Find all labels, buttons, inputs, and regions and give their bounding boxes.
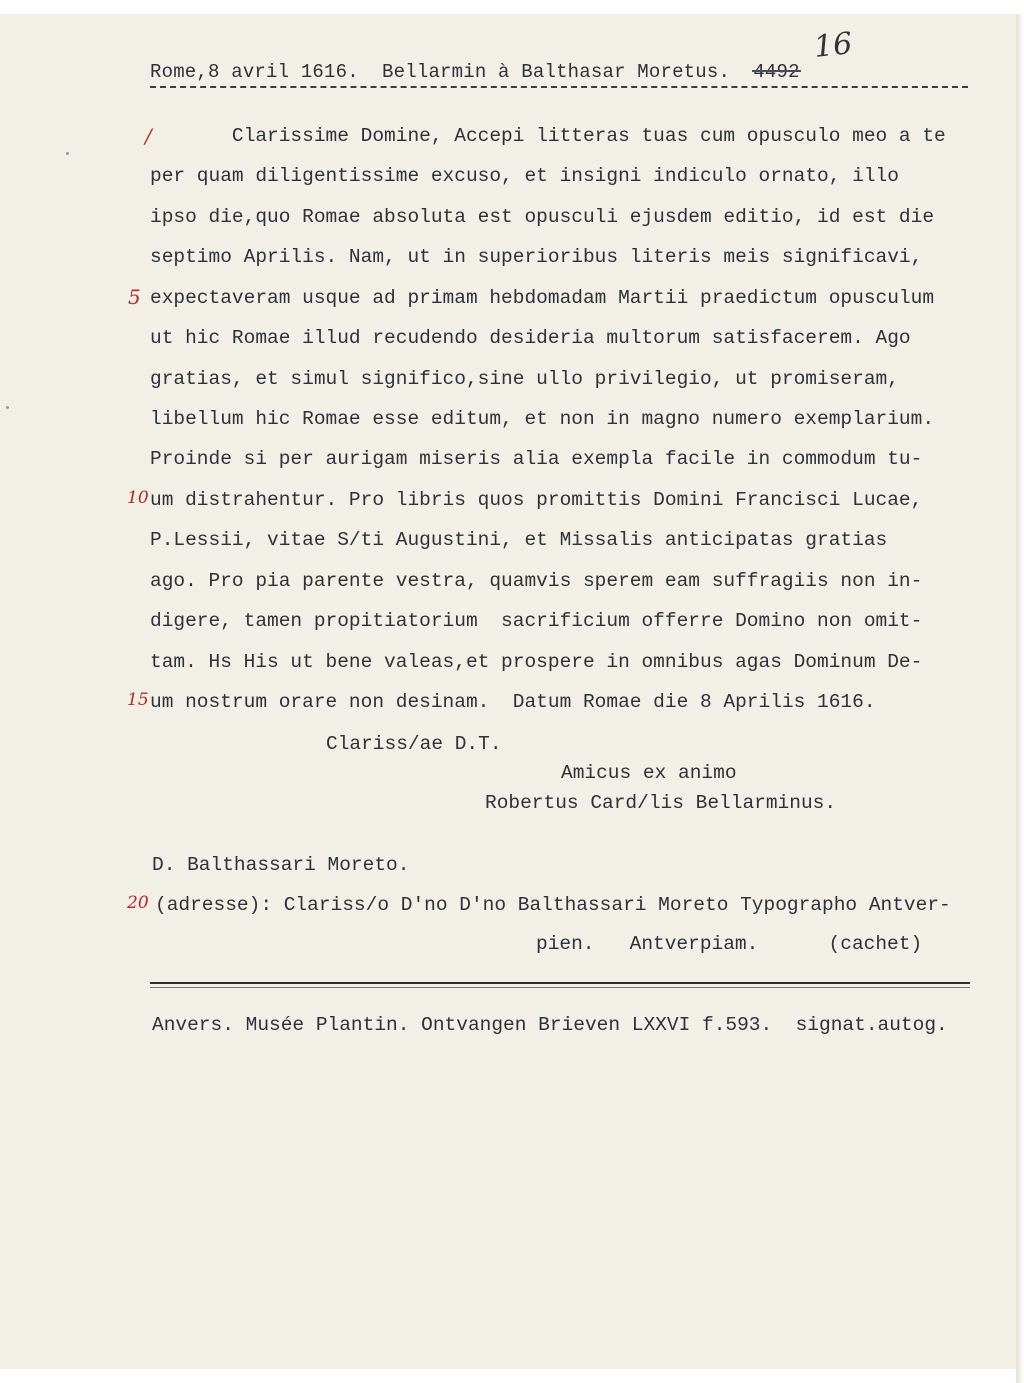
body-line-2: per quam diligentissime excuso, et insigni indiculo ornato, illo <box>150 165 899 187</box>
footer-rule <box>150 982 970 984</box>
body-line-10: um distrahentur. Pro libris quos promittis Domini Francisci Lucae, <box>150 489 923 511</box>
body-line-1: Clarissime Domine, Accepi litteras tuas cum opusculo meo a te <box>150 125 946 147</box>
closing-salutation: Clariss/ae D.T. <box>326 733 502 755</box>
header-title: Rome,8 avril 1616. Bellarmin à Balthasar Moretus. <box>150 61 754 83</box>
paper-speck <box>66 152 69 155</box>
body-line-7: gratias, et simul significo,sine ullo privilegio, ut promiseram, <box>150 368 899 390</box>
body-line-9: Proinde si per aurigam miseris alia exempla facile in commodum tu- <box>150 448 923 470</box>
line-marker-15: 15 <box>127 690 149 710</box>
line-marker-10: 10 <box>127 488 149 508</box>
body-line-13: digere, tamen propitiatorium sacrificium offerre Domino non omit- <box>150 610 923 632</box>
page-edge <box>1016 14 1024 1383</box>
closing-valediction: Amicus ex animo <box>561 762 737 784</box>
addressee: D. Balthassari Moreto. <box>152 854 410 876</box>
letter-header <box>150 61 800 83</box>
body-line-15: um nostrum orare non desinam. Datum Romae die 8 Aprilis 1616. <box>150 691 876 713</box>
body-line-12: ago. Pro pia parente vestra, quamvis sperem eam suffragiis non in- <box>150 570 923 592</box>
line-marker-1: / <box>145 124 152 148</box>
body-line-14: tam. Hs His ut bene valeas,et prospere in omnibus agas Dominum De- <box>150 651 923 673</box>
line-marker-20: 20 <box>127 893 149 913</box>
source-note: Anvers. Musée Plantin. Ontvangen Brieven LXXVI f.593. signat.autog. <box>152 1014 948 1036</box>
address-line-1: (adresse): Clariss/o D'no D'no Balthassari Moreto Typographo Antver- <box>155 894 951 916</box>
line-marker-5: 5 <box>128 285 141 309</box>
signature: Robertus Card/lis Bellarminus. <box>485 792 837 814</box>
address-line-2: pien. Antverpiam. (cachet) <box>536 933 923 955</box>
header-rule <box>150 86 968 88</box>
folio-number-crossed: 4492 <box>753 61 800 83</box>
body-line-8: libellum hic Romae esse editum, et non in magno numero exemplarium. <box>150 408 935 430</box>
body-line-5: expectaveram usque ad primam hebdomadam Martii praedictum opusculum <box>150 287 935 309</box>
folio-number-handwritten: 16 <box>812 26 854 65</box>
body-line-3: ipso die,quo Romae absoluta est opusculi ejusdem editio, id est die <box>150 206 935 228</box>
body-line-6: ut hic Romae illud recudendo desideria multorum satisfacerem. Ago <box>150 327 911 349</box>
body-line-4: septimo Aprilis. Nam, ut in superioribus literis meis significavi, <box>150 246 923 268</box>
paper-speck <box>6 406 9 409</box>
body-line-11: P.Lessii, vitae S/ti Augustini, et Missalis anticipatas gratias <box>150 529 888 551</box>
